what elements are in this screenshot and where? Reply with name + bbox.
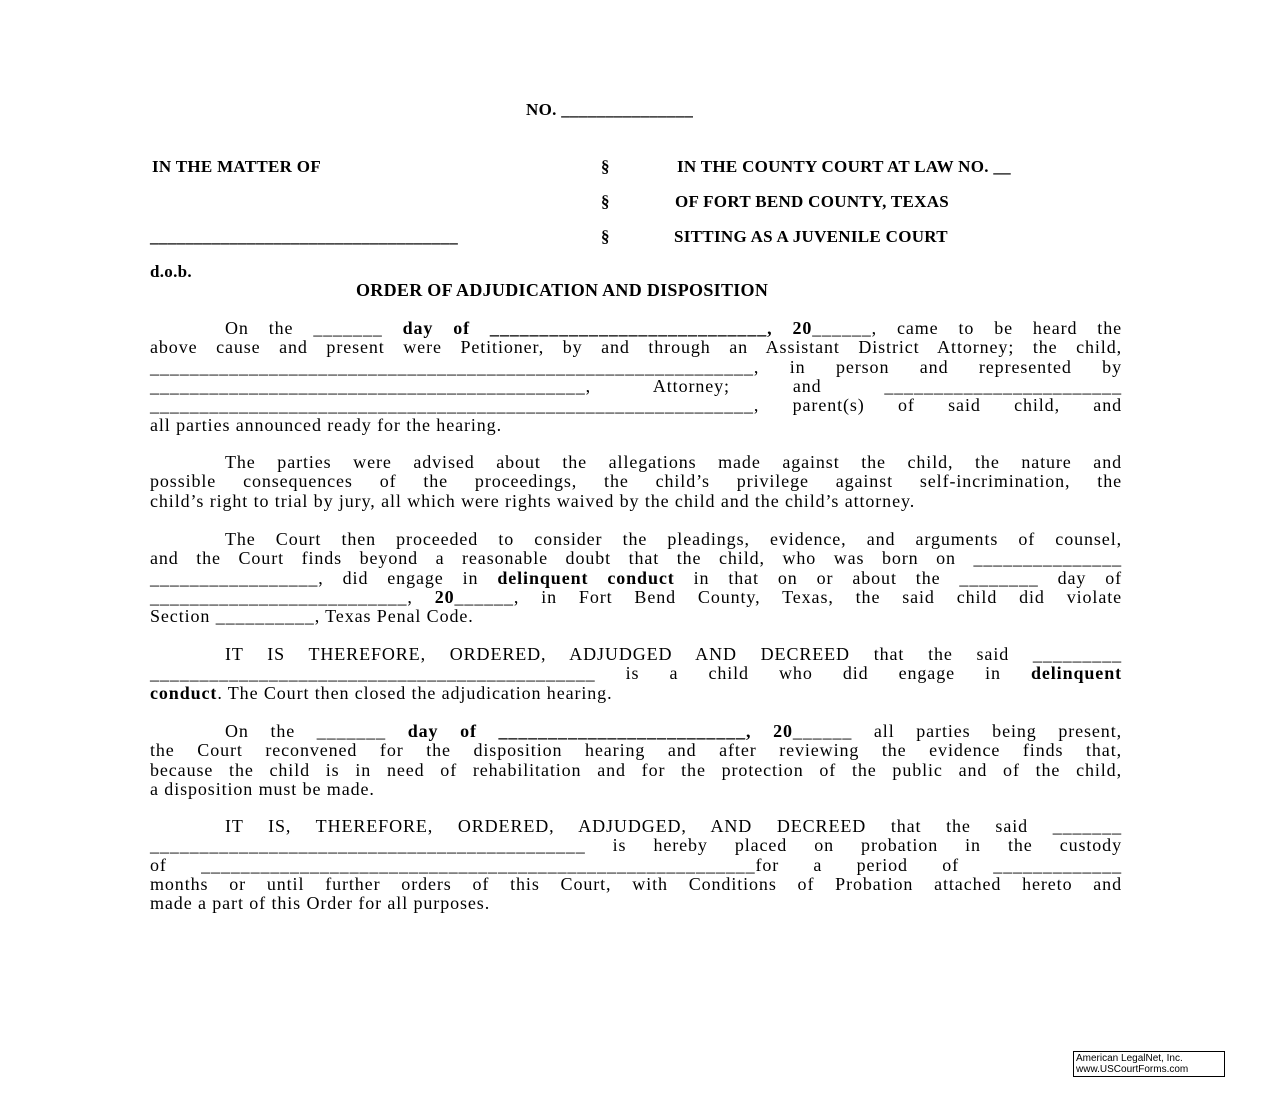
section-mark: §	[601, 192, 610, 211]
text: because the child is in need of rehabilitation and for the protection of the public and of the child,	[150, 759, 1122, 780]
paragraph-1-line	[150, 395, 1122, 415]
text: in that on or about the ________ day of	[674, 567, 1123, 588]
paragraph-3-line	[150, 587, 1122, 607]
text: the Court reconvened for the disposition hearing and after reviewing the evidence finds that,	[150, 740, 1122, 761]
bold-text: delinquent	[1030, 663, 1122, 684]
document-title: ORDER OF ADJUDICATION AND DISPOSITION	[356, 280, 769, 300]
paragraph-3-line	[150, 568, 1122, 588]
paragraph-3-line	[150, 548, 1122, 568]
child-name-blank: ___________________________________	[150, 227, 458, 246]
paragraph-1-line	[150, 357, 1122, 377]
publisher-url: www.USCourtForms.com	[1076, 1064, 1189, 1075]
paragraph-2-line	[150, 471, 1122, 491]
county-name: OF FORT BEND COUNTY, TEXAS	[675, 192, 950, 211]
text: _____________________________________________________________, in person and represented by	[150, 356, 1122, 377]
text: ____________________________________________, Attorney; and ________________________	[150, 375, 1122, 396]
paragraph-6-line	[150, 855, 1122, 875]
bold-text: day of ____________________________, 20	[402, 318, 813, 338]
text: On the _______	[225, 318, 403, 338]
court-type: SITTING AS A JUVENILE COURT	[674, 227, 948, 246]
text: _____________________________________________________________, parent(s) of said child, and	[150, 395, 1122, 416]
text: _____________________________________________ is a child who did engage in	[150, 663, 1031, 684]
text: Section __________, Texas Penal Code.	[150, 606, 474, 627]
text: . The Court then closed the adjudication hearing.	[217, 682, 613, 703]
text: ______, came to be heard the	[812, 318, 1122, 338]
matter-label: IN THE MATTER OF	[152, 157, 321, 176]
paragraph-3-line	[225, 529, 1122, 549]
text: ____________________________________________ is hereby placed on probation in the custody	[150, 835, 1122, 856]
paragraph-1-line	[225, 318, 1122, 338]
text: ______, in Fort Bend County, Texas, the said child did violate	[454, 586, 1122, 607]
text: IT IS THEREFORE, ORDERED, ADJUDGED AND DECREED that the said _________	[225, 644, 1122, 664]
text: above cause and present were Petitioner, by and through an Assistant District Attorney; the child,	[150, 337, 1122, 358]
publisher-name: American LegalNet, Inc.	[1076, 1053, 1183, 1064]
text: ______ all parties being present,	[792, 721, 1122, 741]
paragraph-3-line	[150, 606, 1122, 626]
publisher-stamp	[1073, 1051, 1225, 1077]
text: On the _______	[225, 721, 408, 741]
paragraph-6-line	[150, 893, 1122, 913]
bold-text: delinquent conduct	[497, 567, 675, 588]
dob-label: d.o.b.	[150, 262, 192, 281]
text: possible consequences of the proceedings, the child’s privilege against self-incrimination, the	[150, 471, 1122, 492]
case-number: NO. _______________	[526, 100, 694, 119]
section-mark: §	[601, 227, 610, 246]
text: of ________________________________________________________for a period of _____________	[150, 854, 1122, 875]
text: __________________________,	[150, 586, 435, 607]
paragraph-2-line	[225, 452, 1122, 472]
bold-text: day of _________________________, 20	[407, 721, 793, 741]
paragraph-2-line	[150, 491, 1122, 511]
text: IT IS, THEREFORE, ORDERED, ADJUDGED, AND DECREED that the said _______	[225, 816, 1122, 836]
text: child’s right to trial by jury, all which were rights waived by the child and the child’s attorney.	[150, 490, 916, 511]
paragraph-6-line	[150, 874, 1122, 894]
paragraph-5-line	[150, 740, 1122, 760]
paragraph-1-line	[150, 415, 1122, 435]
paragraph-1-line	[150, 337, 1122, 357]
paragraph-4-line	[150, 663, 1122, 683]
paragraph-4-line	[225, 644, 1122, 664]
paragraph-5-line	[225, 721, 1122, 741]
bold-text: 20	[434, 586, 455, 607]
paragraph-6-line	[150, 835, 1122, 855]
text: all parties announced ready for the hearing.	[150, 414, 502, 435]
section-mark: §	[601, 157, 610, 176]
paragraph-1-line	[150, 376, 1122, 396]
paragraph-6-line	[225, 816, 1122, 836]
bold-text: conduct	[150, 682, 218, 703]
paragraph-4-line	[150, 683, 1122, 703]
text: _________________, did engage in	[150, 567, 498, 588]
paragraph-5-line	[150, 760, 1122, 780]
text: a disposition must be made.	[150, 778, 375, 799]
text: The Court then proceeded to consider the pleadings, evidence, and arguments of counsel,	[225, 529, 1122, 549]
text: The parties were advised about the allegations made against the child, the nature and	[225, 452, 1122, 472]
paragraph-5-line	[150, 779, 1122, 799]
text: months or until further orders of this Court, with Conditions of Probation attached hereto and	[150, 873, 1122, 894]
text: made a part of this Order for all purposes.	[150, 893, 491, 914]
court-name: IN THE COUNTY COURT AT LAW NO. __	[677, 157, 1011, 176]
text: and the Court finds beyond a reasonable doubt that the child, who was born on _______________	[150, 548, 1122, 569]
